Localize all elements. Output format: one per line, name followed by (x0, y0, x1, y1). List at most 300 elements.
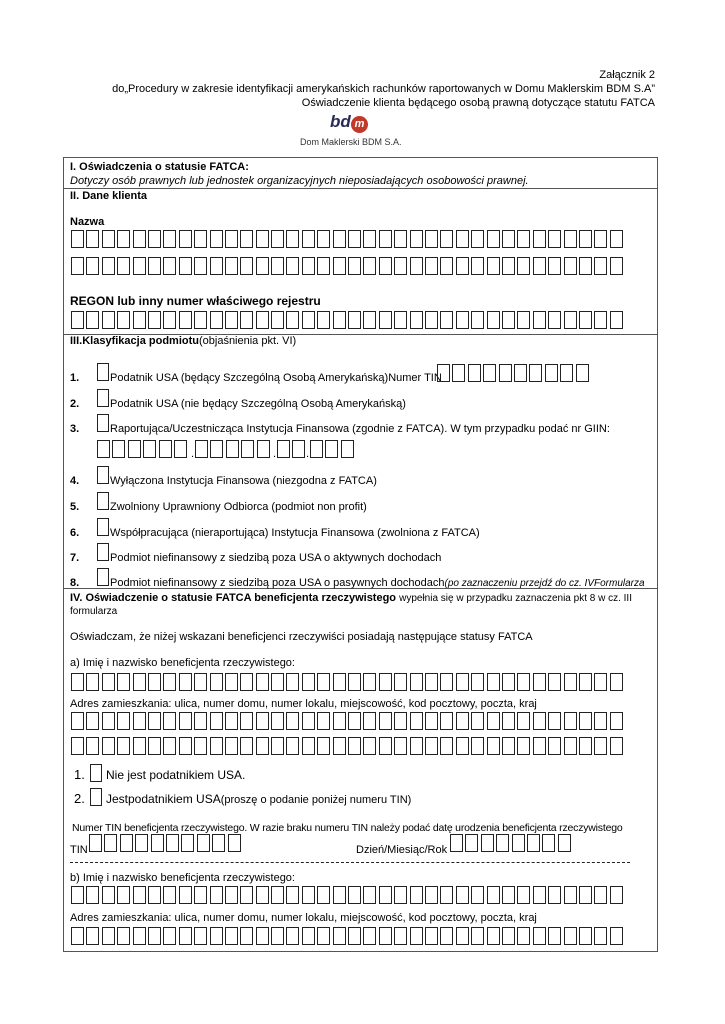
char-cell[interactable] (71, 927, 84, 945)
char-cell[interactable] (410, 712, 423, 730)
char-cell[interactable] (440, 927, 453, 945)
char-cell[interactable] (517, 673, 530, 691)
char-cell[interactable] (148, 927, 161, 945)
char-cell[interactable] (517, 230, 530, 248)
char-cell[interactable] (548, 230, 561, 248)
char-cell[interactable] (97, 440, 110, 458)
char-cell[interactable] (410, 673, 423, 691)
char-cell[interactable] (256, 257, 269, 275)
char-cell[interactable] (502, 311, 515, 329)
char-cell[interactable] (71, 311, 84, 329)
char-cell[interactable] (302, 311, 315, 329)
char-cell[interactable] (502, 673, 515, 691)
item-5-checkbox[interactable] (97, 492, 109, 510)
char-cell[interactable] (363, 311, 376, 329)
char-cell[interactable] (514, 364, 527, 382)
birth-date-row[interactable] (450, 834, 573, 852)
char-cell[interactable] (163, 257, 176, 275)
char-cell[interactable] (179, 737, 192, 755)
char-cell[interactable] (502, 927, 515, 945)
char-cell[interactable] (302, 230, 315, 248)
name-input-row-1[interactable] (71, 230, 625, 248)
char-cell[interactable] (117, 311, 130, 329)
name-input-row-2[interactable] (71, 257, 625, 275)
char-cell[interactable] (271, 712, 284, 730)
item-8-checkbox[interactable] (97, 568, 109, 586)
giin-part-3[interactable] (277, 440, 308, 458)
char-cell[interactable] (210, 673, 223, 691)
char-cell[interactable] (317, 311, 330, 329)
char-cell[interactable] (89, 834, 102, 852)
char-cell[interactable] (610, 230, 623, 248)
char-cell[interactable] (210, 712, 223, 730)
char-cell[interactable] (363, 673, 376, 691)
char-cell[interactable] (210, 257, 223, 275)
char-cell[interactable] (594, 712, 607, 730)
char-cell[interactable] (174, 440, 187, 458)
char-cell[interactable] (194, 712, 207, 730)
char-cell[interactable] (502, 230, 515, 248)
char-cell[interactable] (533, 257, 546, 275)
char-cell[interactable] (610, 927, 623, 945)
char-cell[interactable] (286, 927, 299, 945)
char-cell[interactable] (333, 886, 346, 904)
char-cell[interactable] (271, 927, 284, 945)
char-cell[interactable] (302, 927, 315, 945)
char-cell[interactable] (112, 440, 125, 458)
char-cell[interactable] (564, 712, 577, 730)
tin-input-row[interactable] (437, 364, 591, 382)
char-cell[interactable] (440, 673, 453, 691)
char-cell[interactable] (133, 311, 146, 329)
char-cell[interactable] (548, 673, 561, 691)
char-cell[interactable] (117, 927, 130, 945)
char-cell[interactable] (487, 737, 500, 755)
char-cell[interactable] (533, 886, 546, 904)
char-cell[interactable] (317, 886, 330, 904)
char-cell[interactable] (440, 886, 453, 904)
char-cell[interactable] (86, 257, 99, 275)
char-cell[interactable] (194, 886, 207, 904)
char-cell[interactable] (333, 927, 346, 945)
char-cell[interactable] (496, 834, 509, 852)
beneficiary-tin-row[interactable] (89, 834, 243, 852)
char-cell[interactable] (143, 440, 156, 458)
char-cell[interactable] (271, 886, 284, 904)
char-cell[interactable] (610, 712, 623, 730)
char-cell[interactable] (86, 311, 99, 329)
char-cell[interactable] (333, 257, 346, 275)
char-cell[interactable] (86, 230, 99, 248)
char-cell[interactable] (594, 257, 607, 275)
char-cell[interactable] (487, 673, 500, 691)
regon-input-row[interactable] (71, 311, 625, 329)
item-6-checkbox[interactable] (97, 518, 109, 536)
char-cell[interactable] (225, 673, 238, 691)
char-cell[interactable] (348, 311, 361, 329)
char-cell[interactable] (117, 673, 130, 691)
char-cell[interactable] (86, 737, 99, 755)
char-cell[interactable] (148, 673, 161, 691)
char-cell[interactable] (348, 230, 361, 248)
char-cell[interactable] (594, 311, 607, 329)
char-cell[interactable] (471, 673, 484, 691)
char-cell[interactable] (425, 311, 438, 329)
char-cell[interactable] (394, 257, 407, 275)
char-cell[interactable] (379, 737, 392, 755)
char-cell[interactable] (240, 311, 253, 329)
char-cell[interactable] (133, 886, 146, 904)
char-cell[interactable] (212, 834, 225, 852)
char-cell[interactable] (564, 927, 577, 945)
char-cell[interactable] (579, 737, 592, 755)
char-cell[interactable] (271, 257, 284, 275)
char-cell[interactable] (256, 230, 269, 248)
char-cell[interactable] (86, 927, 99, 945)
char-cell[interactable] (163, 673, 176, 691)
char-cell[interactable] (71, 257, 84, 275)
char-cell[interactable] (394, 886, 407, 904)
beneficiary-a-address-row-1[interactable] (71, 712, 625, 730)
char-cell[interactable] (240, 712, 253, 730)
char-cell[interactable] (517, 886, 530, 904)
char-cell[interactable] (517, 311, 530, 329)
char-cell[interactable] (71, 737, 84, 755)
char-cell[interactable] (471, 311, 484, 329)
char-cell[interactable] (286, 712, 299, 730)
char-cell[interactable] (317, 257, 330, 275)
item-7-checkbox[interactable] (97, 543, 109, 561)
char-cell[interactable] (86, 886, 99, 904)
char-cell[interactable] (548, 712, 561, 730)
char-cell[interactable] (317, 673, 330, 691)
char-cell[interactable] (410, 927, 423, 945)
char-cell[interactable] (410, 886, 423, 904)
char-cell[interactable] (394, 230, 407, 248)
char-cell[interactable] (286, 230, 299, 248)
item-2-checkbox[interactable] (97, 389, 109, 407)
char-cell[interactable] (135, 834, 148, 852)
char-cell[interactable] (333, 712, 346, 730)
char-cell[interactable] (610, 886, 623, 904)
char-cell[interactable] (256, 311, 269, 329)
char-cell[interactable] (277, 440, 290, 458)
char-cell[interactable] (452, 364, 465, 382)
char-cell[interactable] (302, 886, 315, 904)
char-cell[interactable] (194, 311, 207, 329)
char-cell[interactable] (225, 927, 238, 945)
char-cell[interactable] (271, 311, 284, 329)
char-cell[interactable] (226, 440, 239, 458)
char-cell[interactable] (166, 834, 179, 852)
char-cell[interactable] (271, 673, 284, 691)
char-cell[interactable] (610, 257, 623, 275)
char-cell[interactable] (256, 886, 269, 904)
char-cell[interactable] (197, 834, 210, 852)
char-cell[interactable] (225, 257, 238, 275)
char-cell[interactable] (394, 712, 407, 730)
char-cell[interactable] (225, 311, 238, 329)
char-cell[interactable] (210, 737, 223, 755)
char-cell[interactable] (210, 230, 223, 248)
char-cell[interactable] (241, 440, 254, 458)
char-cell[interactable] (271, 737, 284, 755)
char-cell[interactable] (512, 834, 525, 852)
char-cell[interactable] (333, 737, 346, 755)
char-cell[interactable] (560, 364, 573, 382)
char-cell[interactable] (502, 737, 515, 755)
char-cell[interactable] (163, 886, 176, 904)
char-cell[interactable] (564, 230, 577, 248)
char-cell[interactable] (302, 737, 315, 755)
char-cell[interactable] (579, 673, 592, 691)
char-cell[interactable] (256, 737, 269, 755)
char-cell[interactable] (117, 712, 130, 730)
char-cell[interactable] (102, 311, 115, 329)
char-cell[interactable] (487, 311, 500, 329)
char-cell[interactable] (425, 886, 438, 904)
char-cell[interactable] (194, 230, 207, 248)
char-cell[interactable] (529, 364, 542, 382)
char-cell[interactable] (286, 257, 299, 275)
char-cell[interactable] (71, 886, 84, 904)
giin-part-1[interactable] (97, 440, 189, 458)
char-cell[interactable] (240, 927, 253, 945)
char-cell[interactable] (194, 737, 207, 755)
char-cell[interactable] (456, 712, 469, 730)
char-cell[interactable] (71, 712, 84, 730)
beneficiary-b-address-row[interactable] (71, 927, 625, 945)
char-cell[interactable] (240, 886, 253, 904)
char-cell[interactable] (394, 927, 407, 945)
char-cell[interactable] (102, 927, 115, 945)
char-cell[interactable] (440, 257, 453, 275)
char-cell[interactable] (594, 673, 607, 691)
char-cell[interactable] (440, 712, 453, 730)
char-cell[interactable] (148, 712, 161, 730)
char-cell[interactable] (210, 927, 223, 945)
char-cell[interactable] (333, 673, 346, 691)
char-cell[interactable] (117, 737, 130, 755)
char-cell[interactable] (410, 230, 423, 248)
char-cell[interactable] (502, 712, 515, 730)
char-cell[interactable] (379, 673, 392, 691)
char-cell[interactable] (71, 230, 84, 248)
char-cell[interactable] (564, 673, 577, 691)
char-cell[interactable] (228, 834, 241, 852)
char-cell[interactable] (533, 712, 546, 730)
char-cell[interactable] (542, 834, 555, 852)
item-4-checkbox[interactable] (97, 466, 109, 484)
item-3-checkbox[interactable] (97, 414, 109, 432)
char-cell[interactable] (440, 737, 453, 755)
char-cell[interactable] (302, 257, 315, 275)
option-1-checkbox[interactable] (90, 764, 102, 782)
char-cell[interactable] (102, 257, 115, 275)
char-cell[interactable] (86, 712, 99, 730)
char-cell[interactable] (179, 230, 192, 248)
char-cell[interactable] (257, 440, 270, 458)
char-cell[interactable] (133, 737, 146, 755)
char-cell[interactable] (579, 311, 592, 329)
char-cell[interactable] (558, 834, 571, 852)
char-cell[interactable] (102, 712, 115, 730)
char-cell[interactable] (548, 257, 561, 275)
char-cell[interactable] (610, 737, 623, 755)
char-cell[interactable] (271, 230, 284, 248)
beneficiary-a-name-row[interactable] (71, 673, 625, 691)
char-cell[interactable] (348, 712, 361, 730)
char-cell[interactable] (363, 927, 376, 945)
option-2-checkbox[interactable] (90, 788, 102, 806)
char-cell[interactable] (148, 257, 161, 275)
char-cell[interactable] (179, 673, 192, 691)
char-cell[interactable] (292, 440, 305, 458)
char-cell[interactable] (456, 737, 469, 755)
char-cell[interactable] (610, 311, 623, 329)
beneficiary-b-name-row[interactable] (71, 886, 625, 904)
char-cell[interactable] (117, 257, 130, 275)
char-cell[interactable] (379, 712, 392, 730)
char-cell[interactable] (194, 673, 207, 691)
char-cell[interactable] (210, 440, 223, 458)
char-cell[interactable] (163, 737, 176, 755)
char-cell[interactable] (483, 364, 496, 382)
char-cell[interactable] (533, 311, 546, 329)
char-cell[interactable] (425, 673, 438, 691)
char-cell[interactable] (286, 886, 299, 904)
char-cell[interactable] (594, 737, 607, 755)
char-cell[interactable] (102, 673, 115, 691)
char-cell[interactable] (225, 737, 238, 755)
char-cell[interactable] (379, 927, 392, 945)
char-cell[interactable] (527, 834, 540, 852)
char-cell[interactable] (317, 712, 330, 730)
char-cell[interactable] (133, 257, 146, 275)
char-cell[interactable] (517, 737, 530, 755)
char-cell[interactable] (240, 230, 253, 248)
char-cell[interactable] (317, 737, 330, 755)
char-cell[interactable] (579, 257, 592, 275)
char-cell[interactable] (576, 364, 589, 382)
char-cell[interactable] (325, 440, 338, 458)
char-cell[interactable] (502, 257, 515, 275)
char-cell[interactable] (348, 257, 361, 275)
char-cell[interactable] (210, 311, 223, 329)
char-cell[interactable] (256, 673, 269, 691)
char-cell[interactable] (379, 886, 392, 904)
char-cell[interactable] (379, 311, 392, 329)
char-cell[interactable] (163, 712, 176, 730)
char-cell[interactable] (471, 257, 484, 275)
char-cell[interactable] (256, 712, 269, 730)
char-cell[interactable] (120, 834, 133, 852)
char-cell[interactable] (471, 737, 484, 755)
giin-part-2[interactable] (195, 440, 272, 458)
char-cell[interactable] (471, 712, 484, 730)
char-cell[interactable] (564, 257, 577, 275)
char-cell[interactable] (481, 834, 494, 852)
char-cell[interactable] (163, 927, 176, 945)
char-cell[interactable] (610, 673, 623, 691)
char-cell[interactable] (348, 673, 361, 691)
char-cell[interactable] (225, 230, 238, 248)
char-cell[interactable] (425, 712, 438, 730)
char-cell[interactable] (379, 230, 392, 248)
char-cell[interactable] (104, 834, 117, 852)
char-cell[interactable] (499, 364, 512, 382)
char-cell[interactable] (579, 712, 592, 730)
char-cell[interactable] (179, 257, 192, 275)
char-cell[interactable] (437, 364, 450, 382)
char-cell[interactable] (456, 230, 469, 248)
char-cell[interactable] (333, 230, 346, 248)
char-cell[interactable] (286, 673, 299, 691)
char-cell[interactable] (341, 440, 354, 458)
char-cell[interactable] (133, 927, 146, 945)
char-cell[interactable] (210, 886, 223, 904)
char-cell[interactable] (594, 230, 607, 248)
char-cell[interactable] (302, 712, 315, 730)
char-cell[interactable] (302, 673, 315, 691)
char-cell[interactable] (102, 737, 115, 755)
char-cell[interactable] (117, 886, 130, 904)
char-cell[interactable] (195, 440, 208, 458)
char-cell[interactable] (379, 257, 392, 275)
char-cell[interactable] (502, 886, 515, 904)
char-cell[interactable] (456, 927, 469, 945)
char-cell[interactable] (394, 673, 407, 691)
char-cell[interactable] (517, 927, 530, 945)
char-cell[interactable] (133, 712, 146, 730)
char-cell[interactable] (471, 230, 484, 248)
char-cell[interactable] (151, 834, 164, 852)
char-cell[interactable] (179, 712, 192, 730)
char-cell[interactable] (102, 230, 115, 248)
char-cell[interactable] (425, 927, 438, 945)
char-cell[interactable] (564, 737, 577, 755)
char-cell[interactable] (159, 440, 172, 458)
char-cell[interactable] (517, 712, 530, 730)
char-cell[interactable] (194, 257, 207, 275)
char-cell[interactable] (128, 440, 141, 458)
char-cell[interactable] (440, 230, 453, 248)
char-cell[interactable] (410, 257, 423, 275)
char-cell[interactable] (179, 886, 192, 904)
char-cell[interactable] (240, 257, 253, 275)
char-cell[interactable] (363, 230, 376, 248)
char-cell[interactable] (148, 230, 161, 248)
char-cell[interactable] (545, 364, 558, 382)
char-cell[interactable] (317, 927, 330, 945)
char-cell[interactable] (487, 886, 500, 904)
char-cell[interactable] (286, 737, 299, 755)
char-cell[interactable] (179, 927, 192, 945)
char-cell[interactable] (471, 886, 484, 904)
char-cell[interactable] (394, 311, 407, 329)
char-cell[interactable] (240, 673, 253, 691)
char-cell[interactable] (579, 230, 592, 248)
char-cell[interactable] (425, 230, 438, 248)
char-cell[interactable] (102, 886, 115, 904)
char-cell[interactable] (487, 927, 500, 945)
char-cell[interactable] (487, 257, 500, 275)
char-cell[interactable] (548, 737, 561, 755)
char-cell[interactable] (286, 311, 299, 329)
giin-part-4[interactable] (310, 440, 356, 458)
char-cell[interactable] (148, 311, 161, 329)
char-cell[interactable] (579, 927, 592, 945)
